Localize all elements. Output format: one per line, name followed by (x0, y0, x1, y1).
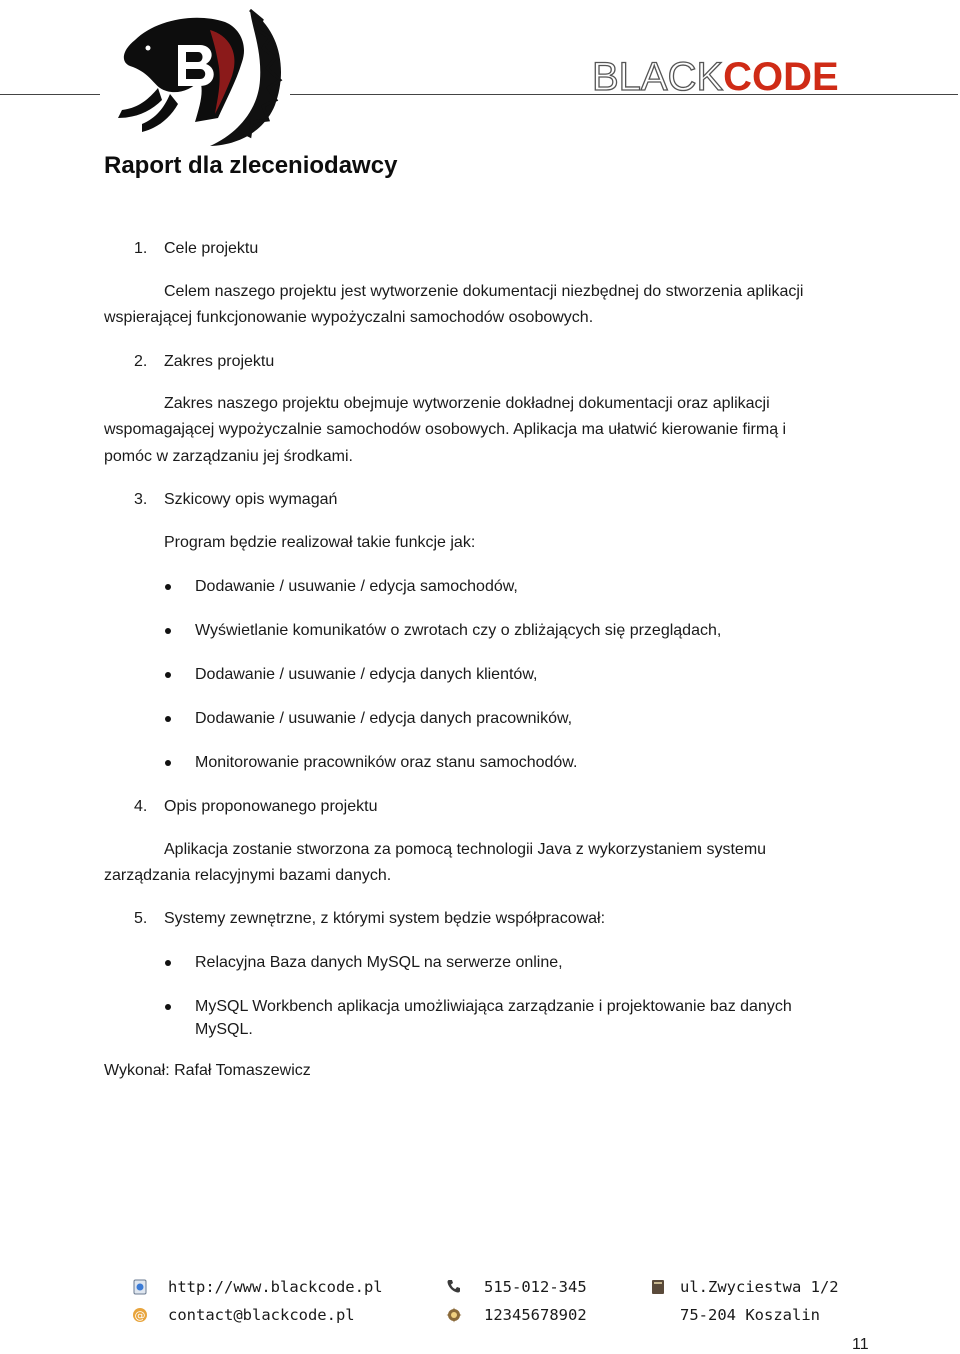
section-3-bullet-2: Wyświetlanie komunikatów o zwrotach czy o zbliżających się przeglądach, (195, 622, 722, 639)
footer-phone: 515-012-345 (484, 1278, 587, 1296)
section-4-paragraph-line-2: zarządzania relacyjnymi bazami danych. (104, 867, 392, 884)
section-3-bullet-1: Dodawanie / usuwanie / edycja samochodów, (195, 578, 518, 595)
phone-icon (446, 1278, 462, 1294)
svg-text:@: @ (134, 1309, 146, 1322)
at-sign-icon (132, 1307, 148, 1323)
gear-icon (446, 1307, 462, 1323)
footer-city: 75-204 Koszalin (680, 1306, 820, 1324)
section-4-paragraph-line-1: Aplikacja zostanie stworzona za pomocą technologii Java z wykorzystaniem systemu (164, 841, 767, 858)
brand-black-text: BLACK (592, 55, 724, 99)
brand-code-text: CODE (723, 55, 839, 99)
section-3-bullet-3: Dodawanie / usuwanie / edycja danych klientów, (195, 666, 538, 683)
section-1-heading: Cele projektu (164, 240, 259, 257)
section-2-paragraph-line-2: wspomagającej wypożyczalnie samochodów osobowych. Aplikacja ma ułatwić kierowanie firmą i (104, 421, 787, 438)
web-page-icon (132, 1279, 148, 1295)
section-3-bullet-5: Monitorowanie pracowników oraz stanu samochodów. (195, 754, 578, 771)
page-number: 11 (852, 1336, 869, 1353)
footer-email: contact@blackcode.pl (168, 1306, 355, 1324)
footer-number: 12345678902 (484, 1306, 587, 1324)
section-1-paragraph-line-1: Celem naszego projektu jest wytworzenie dokumentacji niezbędnej do stworzenia aplikacji (164, 283, 804, 300)
section-3-intro: Program będzie realizował takie funkcje jak: (164, 534, 476, 551)
horse-logo-icon (100, 0, 285, 150)
section-4-number: 4. (134, 798, 148, 815)
section-2-paragraph-line-1: Zakres naszego projektu obejmuje wytworzenie dokładnej dokumentacji oraz aplikacji (164, 395, 770, 412)
section-5-bullet-1: Relacyjna Baza danych MySQL na serwerze online, (195, 954, 563, 971)
footer-website: http://www.blackcode.pl (168, 1278, 383, 1296)
section-2-paragraph-line-3: pomóc w zarządzaniu jej środkami. (104, 448, 353, 465)
section-5-bullet-2: MySQL Workbench aplikacja umożliwiająca zarządzanie i projektowanie baz danych (195, 998, 792, 1015)
header-rule-left (0, 94, 100, 95)
bullet-dot (165, 760, 171, 766)
section-3-bullet-4: Dodawanie / usuwanie / edycja danych pracowników, (195, 710, 573, 727)
bullet-dot (165, 672, 171, 678)
section-5-bullet-2-continuation: MySQL. (195, 1021, 253, 1038)
brand-wordmark (592, 57, 839, 97)
section-2-heading: Zakres projektu (164, 353, 275, 370)
bullet-dot (165, 716, 171, 722)
book-icon (650, 1279, 666, 1295)
page-title: Raport dla zleceniodawcy (104, 152, 398, 179)
section-1-paragraph-line-2: wspierającej funkcjonowanie wypożyczalni samochodów osobowych. (104, 309, 594, 326)
bullet-dot (165, 628, 171, 634)
section-3-heading: Szkicowy opis wymagań (164, 491, 338, 508)
section-3-number: 3. (134, 491, 148, 508)
bullet-dot (165, 960, 171, 966)
bullet-dot (165, 584, 171, 590)
footer-street: ul.Zwyciestwa 1/2 (680, 1278, 839, 1296)
section-2-number: 2. (134, 353, 148, 370)
bullet-dot (165, 1004, 171, 1010)
section-5-number: 5. (134, 910, 148, 927)
author-signature: Wykonał: Rafał Tomaszewicz (104, 1062, 311, 1079)
section-5-heading: Systemy zewnętrzne, z którymi system będzie współpracował: (164, 910, 606, 927)
section-1-number: 1. (134, 240, 148, 257)
section-4-heading: Opis proponowanego projektu (164, 798, 378, 815)
